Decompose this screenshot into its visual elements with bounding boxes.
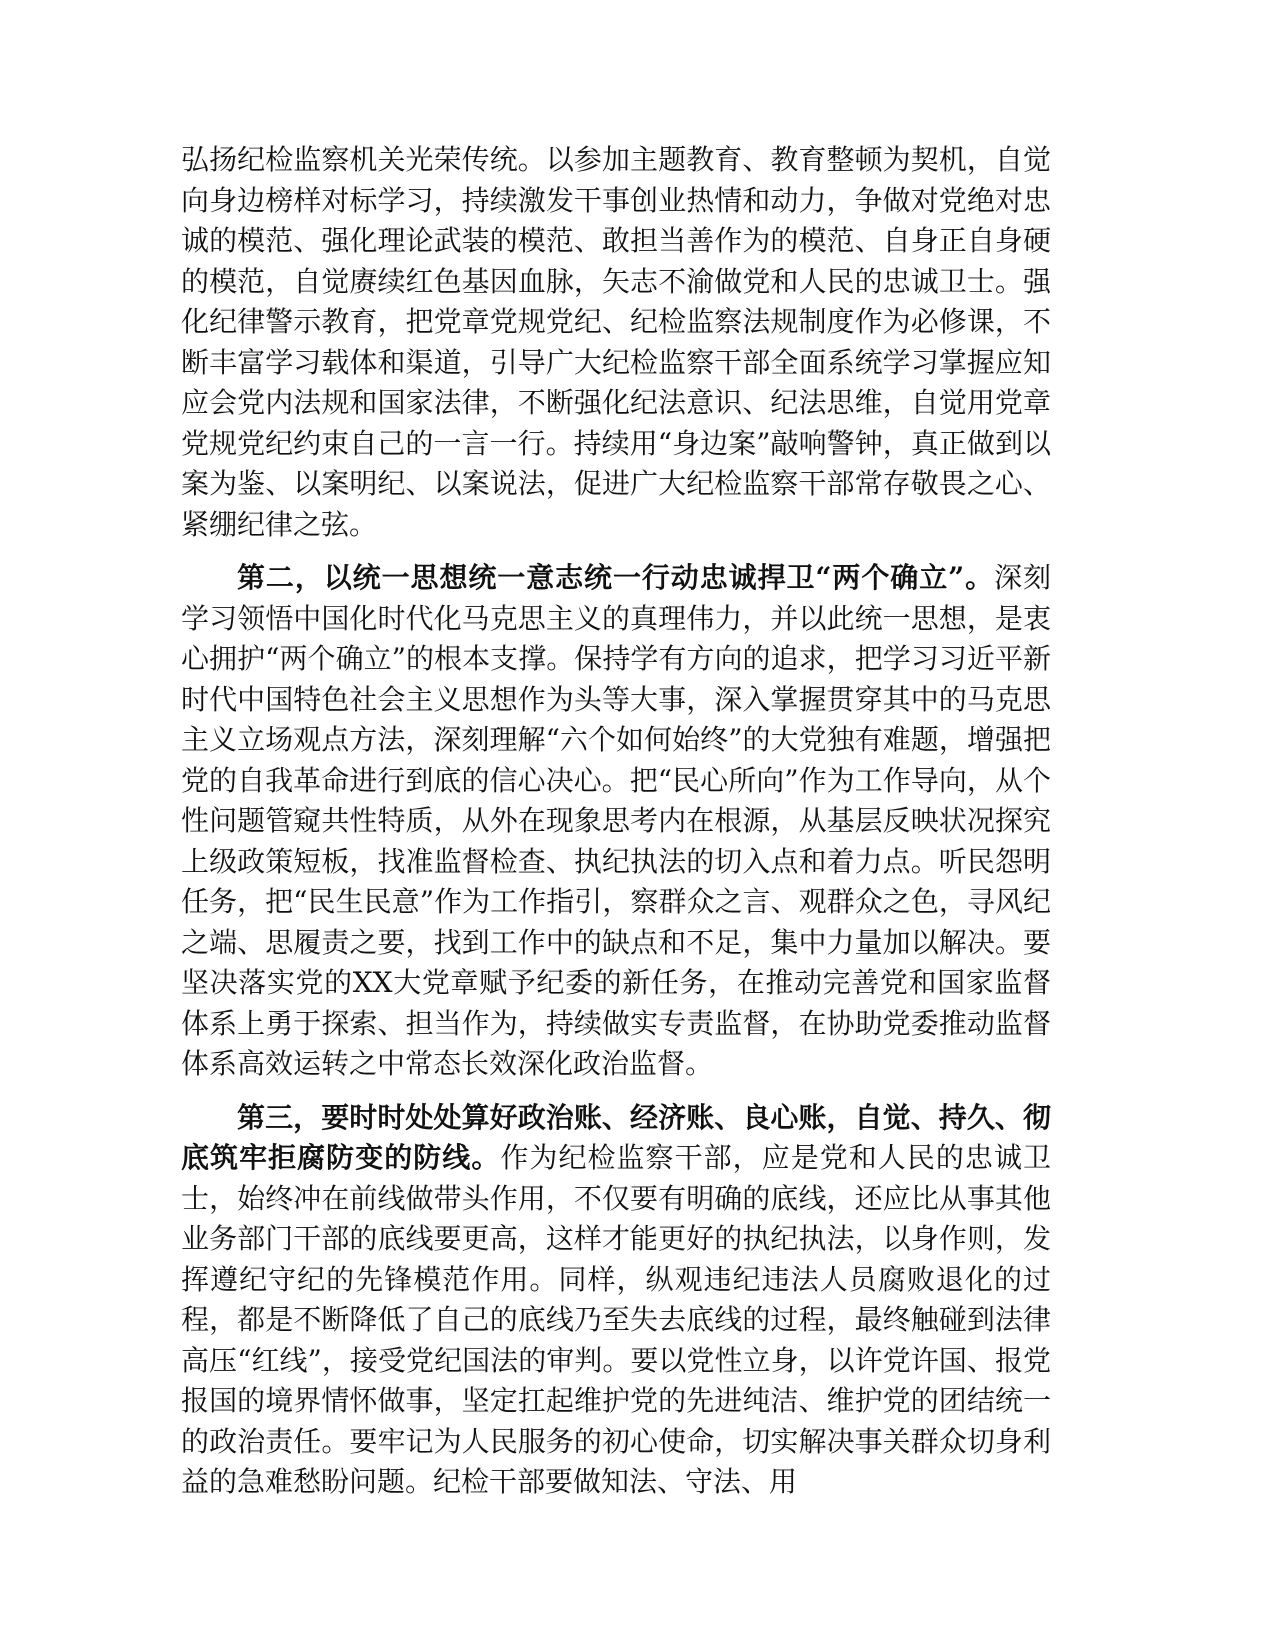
- paragraph-2: [181, 558, 1051, 1085]
- paragraph-2-text: 深刻学习领悟中国化时代化马克思主义的真理伟力，并以此统一思想，是衷心拥护“两个确立”的根本支撑。保持学有方向的追求，把学习习近平新时代中国特色社会主义思想作为头等大事，深入掌握贯穿其中的马克思主义立场观点方法，深刻理解“六个如何始终”的大党独有难题，增强把党的自我革命进行到底的信心决心。把“民心所向”作为工作导向，从个性问题管窥共性特质，从外在现象思考内在根源，从基层反映状况探究上级政策短板，找准监督检查、执纪执法的切入点和着力点。听民怨明任务，把“民生民意”作为工作指引，察群众之言、观群众之色，寻风纪之端、思履责之要，找到工作中的缺点和不足，集中力量加以解决。要坚决落实党的XX大党章赋予纪委的新任务，在推动完善党和国家监督体系上勇于探索、担当作为，持续做实专责监督，在协助党委推动监督体系高效运转之中常态长效深化政治监督。: [181, 561, 1051, 1080]
- paragraph-3-text: 作为纪检监察干部，应是党和人民的忠诚卫士，始终冲在前线做带头作用，不仅要有明确的底线，还应比从事其他业务部门干部的底线要更高，这样才能更好的执纪执法，以身作则，发挥遵纪守纪的先锋模范作用。同样，纵观违纪违法人员腐败退化的过程，都是不断降低了自己的底线乃至失去底线的过程，最终触碰到法律高压“红线”，接受党纪国法的审判。要以党性立身，以许党许国、报党报国的境界情怀做事，坚定扛起维护党的先进纯洁、维护党的团结统一的政治责任。要牢记为人民服务的初心使命，切实解决事关群众切身利益的急难愁盼问题。纪检干部要做知法、守法、用: [181, 1141, 1051, 1498]
- paragraph-1: [181, 140, 1051, 545]
- paragraph-3: [181, 1098, 1051, 1503]
- paragraph-2-heading: 第二，以统一思想统一意志统一行动忠诚捍卫“两个确立”。: [237, 561, 995, 594]
- document-body: [181, 140, 1051, 1516]
- paragraph-1-text: 弘扬纪检监察机关光荣传统。以参加主题教育、教育整顿为契机，自觉向身边榜样对标学习，持续激发干事创业热情和动力，争做对党绝对忠诚的模范、强化理论武装的模范、敢担当善作为的模范、自身正自身硬的模范，自觉赓续红色基因血脉，矢志不渝做党和人民的忠诚卫士。强化纪律警示教育，把党章党规党纪、纪检监察法规制度作为必修课，不断丰富学习载体和渠道，引导广大纪检监察干部全面系统学习掌握应知应会党内法规和国家法律，不断强化纪法意识、纪法思维，自觉用党章党规党纪约束自己的一言一行。持续用“身边案”敲响警钟，真正做到以案为鉴、以案明纪、以案说法，促进广大纪检监察干部常存敬畏之心、紧绷纪律之弦。: [181, 143, 1051, 541]
- paragraph-3-heading: 第三，要时时处处算好政治账、经济账、良心账，自觉、持久、彻底筑牢拒腐防变的防线。: [181, 1100, 1051, 1174]
